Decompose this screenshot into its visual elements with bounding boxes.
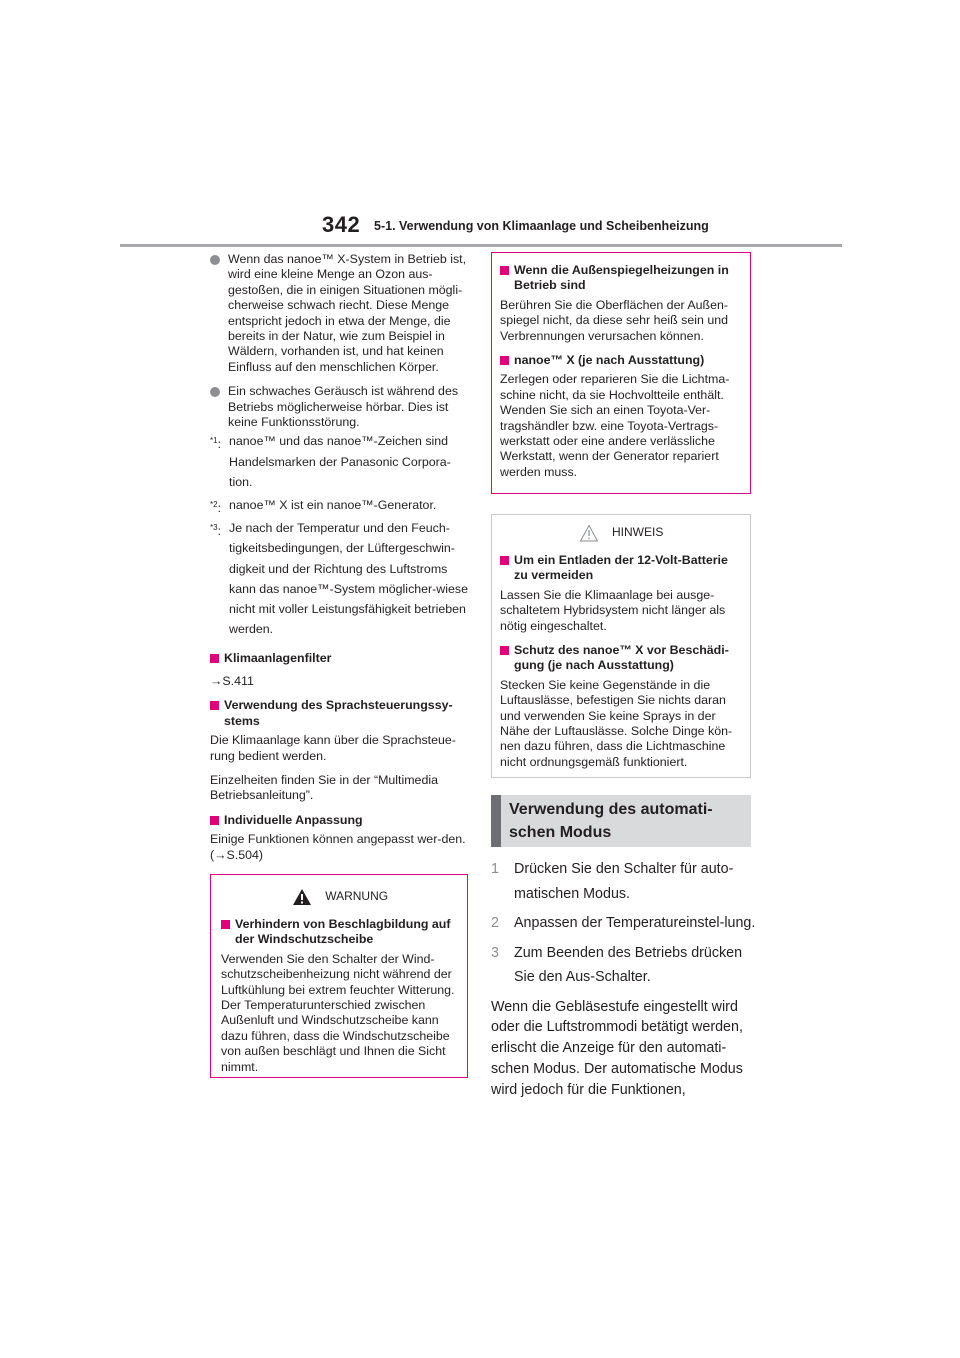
warning-triangle-icon (292, 888, 312, 906)
auto-mode-steps (491, 857, 757, 1100)
footnote-text: Je nach der Temperatur und den Feuch-tigkeitsbedingungen, der Lüftergeschwin-digkeit und der Richtung des Luftstroms kann das nanoe™-System möglicher-wiese nicht mit voller Leistungsfähigkeit betrieben werden. (229, 521, 468, 637)
filter-heading: Klimaanlagenfilter (210, 651, 468, 666)
footnote (210, 518, 468, 639)
warning-heading: Verhindern von Beschlagbildung auf der Windschutzscheibe (221, 917, 459, 948)
nanoe-text: Zerlegen oder reparieren Sie die Lichtma-schine nicht, da sie Hochvoltteile enthält. Wenden Sie sich an einen Toyota-Ver-tragshändler bzw. eine Toyota-Vertrags-werkstatt oder eine andere verlässliche Werkstatt, wenn der Generator repariert werden muss. (500, 372, 730, 479)
footnote-text: nanoe™ X ist ein nanoe™-Generator. (229, 498, 437, 513)
voice-text-2: Einzelheiten finden Sie in der “Multimedia Betriebsanleitung”. (210, 772, 438, 803)
mirror-text: Berühren Sie die Oberflächen der Außen-spiegel nicht, da diese sehr heiß sein und Verbrennungen verursachen können. (500, 297, 728, 343)
step-item (491, 857, 757, 906)
voice-text: Die Klimaanlage kann über die Sprachsteue-rung bedient werden. (210, 733, 456, 763)
footnote-mark: $^{*2}$: (210, 500, 222, 516)
caution-box (491, 252, 751, 494)
warning-text: Verwenden Sie den Schalter der Wind-schutzscheibenheizung nicht während der Luftkühlung bei extrem feuchter Witterung. Der Temperaturunterschied zwischen Außenluft und Windschutzscheibe kann dazu führen, dass die Windschutzscheibe von außen beschlägt und Ihnen die Sicht nimmt. (221, 951, 455, 1074)
battery-text: Lassen Sie die Klimaanlage bei ausge-schaltetem Hybridsystem nicht länger als nötig eingeschaltet. (500, 587, 726, 633)
bullet-text: Ein schwaches Geräusch ist während des Betriebs möglicherweise hörbar. Dies ist keine Funktionsstörung. (228, 384, 459, 430)
custom-text: Einige Funktionen können angepasst wer-den. (→S.504) (210, 832, 466, 862)
filter-reference[interactable]: →S.411 (210, 673, 254, 688)
square-bullet-icon (210, 701, 219, 710)
protect-heading: Schutz des nanoe™ X vor Beschädi-gung (je nach Ausstattung) (500, 643, 742, 674)
footnote-mark: $^{*1}$: (210, 436, 222, 452)
footnote (210, 431, 468, 492)
left-column (210, 252, 468, 872)
bullet-item (210, 384, 468, 430)
square-bullet-icon (500, 356, 509, 365)
voice-heading: Verwendung des Sprachsteuerungssy-stems (210, 698, 468, 729)
square-bullet-icon (500, 646, 509, 655)
bullet-item (210, 252, 468, 375)
footnote-text: nanoe™ und das nanoe™-Zeichen sind Handelsmarken der Panasonic Corpora-tion. (229, 434, 451, 489)
bullet-text: Wenn das nanoe™ X-System in Betrieb ist, wird eine kleine Menge an Ozon aus-gestoßen, die in einigen Situationen mögli-cherweise schwach riecht. Diese Menge entspricht jedoch in etwa der Menge, die bereits in der Natur, wie zum Beispiel in Wäldern, vorhanden ist, und hat keinen Einfluss auf den menschlichen Körper. (228, 252, 467, 374)
step-number: 3 (491, 944, 499, 961)
notice-box (491, 514, 751, 778)
footnote (210, 495, 468, 515)
battery-heading: Um ein Entladen der 12-Volt-Batterie zu vermeiden (500, 553, 742, 584)
step-number: 2 (491, 915, 499, 931)
warning-box (210, 874, 468, 1078)
step-text: Drücken Sie den Schalter für auto-matischen Modus. (514, 861, 734, 902)
notice-header (500, 521, 742, 543)
square-bullet-icon (221, 920, 230, 929)
auto-mode-heading: Verwendung des automati-schen Modus (491, 795, 751, 847)
notice-label: HINWEIS (612, 525, 664, 539)
square-bullet-icon (500, 556, 509, 565)
bullet-dot-icon (210, 255, 220, 265)
step-item (491, 941, 757, 990)
mirror-heading: Wenn die Außenspiegelheizungen in Betrieb sind (500, 263, 742, 294)
protect-text: Stecken Sie keine Gegenstände in die Luftauslässe, befestigen Sie nichts daran und verwenden Sie keine Sprays in der Nähe der Luftauslässe. Solche Dinge kön-nen dazu führen, dass die Lichtmaschine nicht ordnungsgemäß funktioniert. (500, 677, 733, 769)
step-item (491, 911, 757, 936)
custom-heading: Individuelle Anpassung (210, 813, 468, 828)
section-title: 5-1. Verwendung von Klimaanlage und Scheibenheizung (374, 219, 709, 233)
nanoe-heading: nanoe™ X (je nach Ausstattung) (500, 353, 742, 368)
step-text: Anpassen der Temperatureinstel-lung. (514, 915, 756, 931)
header-divider (120, 244, 842, 247)
warning-header (221, 885, 459, 907)
warning-label: WARNUNG (325, 889, 389, 903)
square-bullet-icon (500, 266, 509, 275)
footnote-mark: $^{*3}$: (210, 523, 222, 539)
notice-triangle-icon (579, 524, 599, 542)
step-number: 1 (491, 861, 499, 877)
bullet-dot-icon (210, 387, 220, 397)
step-text: Zum Beenden des Betriebs drücken Sie den Aus-Schalter. (514, 944, 743, 985)
page-number: 342 (322, 212, 361, 237)
square-bullet-icon (210, 654, 219, 663)
auto-mode-paragraph: Wenn die Gebläsestufe eingestellt wird oder die Luftstrommodi betätigt werden, erlischt die Anzeige für den automati-schen Modus. Der automatische Modus wird jedoch für die Funktionen, (491, 998, 743, 1098)
square-bullet-icon (210, 816, 219, 825)
